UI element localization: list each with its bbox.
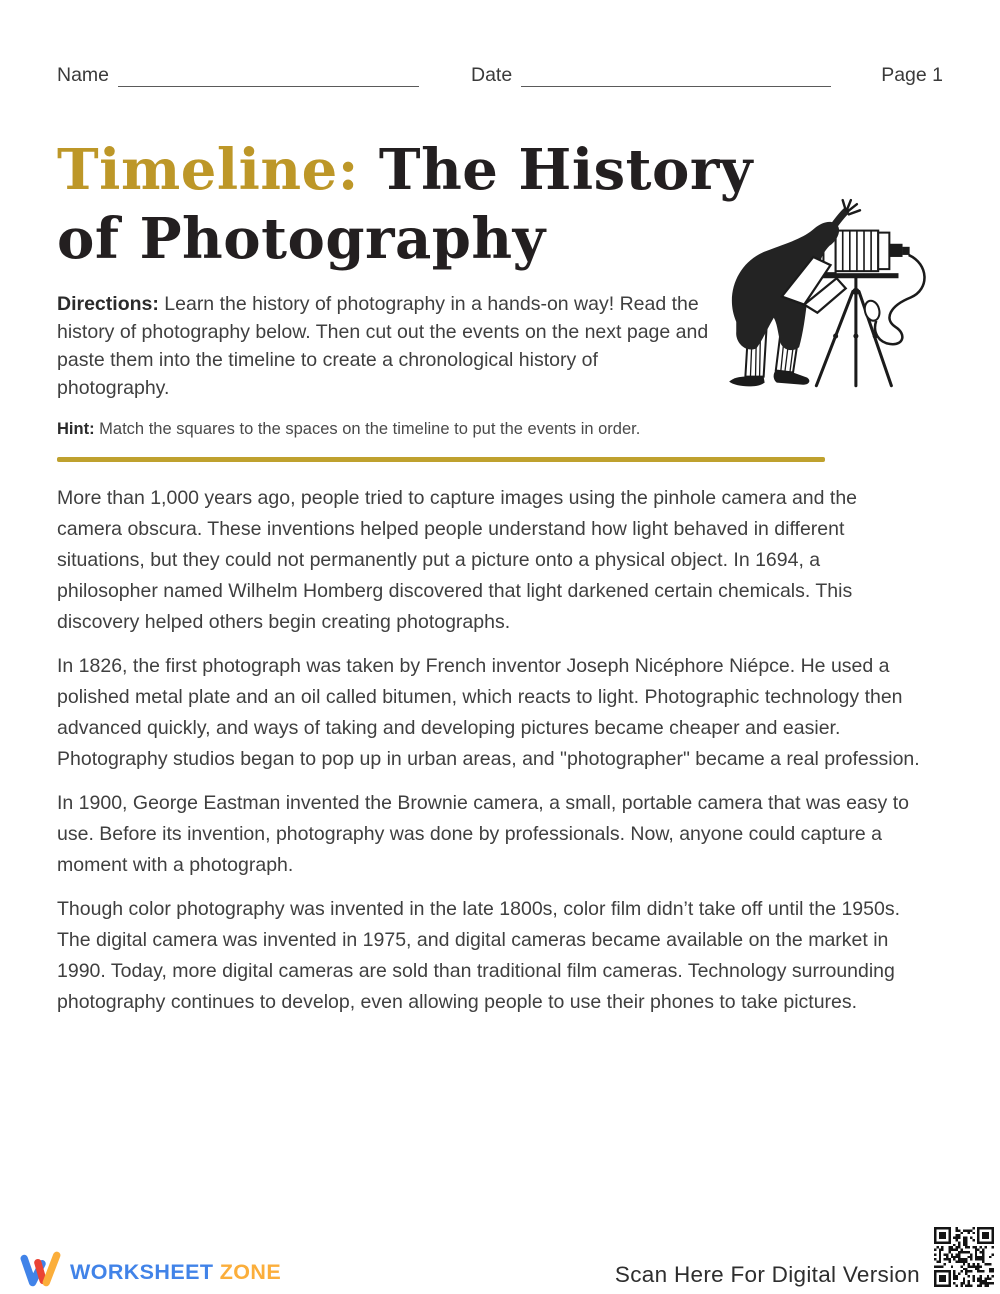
paragraph-first-photograph: In 1826, the first photograph was taken by French inventor Joseph Nicéphore Niépce. He used a polished metal plate and an oil called bitumen, which reacts to light. Photographic technology then advanced quickly, and ways of taking and developing pictures became cheaper and easier. Photography studios began to pop up in urban areas, and "photographer" became a real profession. (57, 655, 920, 770)
history-text (57, 483, 925, 1031)
name-blank-line (118, 65, 419, 87)
title-highlight: Timeline: (57, 137, 359, 203)
paragraph-brownie-camera: In 1900, George Eastman invented the Brownie camera, a small, portable camera that was easy to use. Before its invention, photography was done by professionals. Now, anyone could capture a moment with a photograph. (57, 792, 909, 876)
worksheetzone-logo (20, 1250, 281, 1294)
paragraph-color-digital: Though color photography was invented in the late 1800s, color film didn’t take off until the 1950s. The digital camera was invented in 1975, and digital cameras became available on the market in 1990. Today, more digital cameras are sold than traditional film cameras. Technology surrounding photography continues to develop, even allowing people to use their phones to take pictures. (57, 898, 901, 1013)
directions-text: Learn the history of photography in a hands-on way! Read the history of photography below. Then cut out the events on the next page and paste them into the timeline to create a chronological history of photography. (57, 293, 709, 399)
scan-here-text: Scan Here For Digital Version (614, 1262, 920, 1287)
page-title (57, 136, 827, 274)
date-blank-line (521, 65, 831, 87)
worksheet-header (57, 64, 943, 87)
directions-paragraph (57, 290, 712, 402)
brand-zone: ZONE (219, 1260, 282, 1284)
brand-name (70, 1260, 281, 1285)
name-label: Name (57, 64, 110, 86)
name-field (57, 64, 419, 87)
hint-line (57, 418, 847, 440)
hint-text: Match the squares to the spaces on the timeline to put the events in order. (99, 420, 641, 438)
paragraph-pinhole-camera: More than 1,000 years ago, people tried to capture images using the pinhole camera and the camera obscura. These inventions helped people understand how light behaved in different situations, but they could not permanently put a picture onto a physical object. In 1694, a philosopher named Wilhelm Homberg discovered that light darkened certain chemicals. This discovery helped others begin creating photographs. (57, 487, 858, 633)
date-field (471, 64, 831, 87)
hint-label: Hint: (57, 420, 95, 438)
photographer-illustration (718, 198, 936, 396)
title-line1-rest: The History (378, 137, 753, 203)
title-line2: of Photography (57, 206, 546, 272)
page-number: Page 1 (881, 64, 943, 86)
directions-label: Directions: (57, 293, 159, 315)
date-label: Date (471, 64, 513, 86)
qr-code-icon (934, 1227, 994, 1287)
worksheetzone-logo-icon (20, 1250, 62, 1294)
gold-divider-rule (57, 457, 825, 462)
brand-worksheet: WORKSHEET (70, 1260, 214, 1284)
